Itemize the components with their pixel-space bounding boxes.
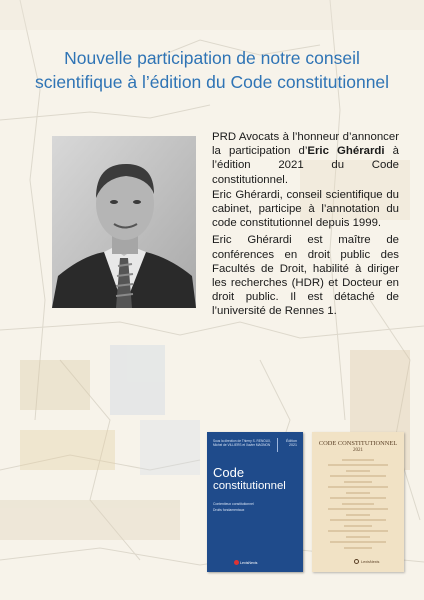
book-bullet-2: Droits fondamentaux [213, 508, 245, 512]
book-cover-blue [207, 432, 303, 572]
book-publisher: LexisNexis [240, 561, 258, 565]
book-cover-beige [312, 432, 404, 572]
paragraph-role: Eric Ghérardi, conseil scientifique du cabinet, participe à l’annotation du code constitutionnel depuis 1999. [212, 188, 399, 230]
paragraph-announcement-start: PRD Avocats à l’honneur d’annoncer la participation d’ [212, 131, 399, 158]
portrait-photo [52, 136, 196, 308]
book2-year: 2021 [353, 448, 363, 453]
paragraph-announcement [212, 130, 399, 187]
book2-publisher: LexisNexis [361, 560, 380, 564]
book-bullet-1: Contentieux constitutionnel [213, 502, 254, 506]
title-line-2: scientifique à l’édition du Code constitutionnel [34, 72, 390, 92]
announcement-text [212, 130, 399, 320]
book-divider [277, 438, 278, 452]
book-authors: Sous la direction de Thierry S. RENOUX, Michel de VILLIERS et Xavier MAGNON [213, 439, 272, 447]
book-title-line-1: Code [213, 465, 245, 480]
book2-title: CODE CONSTITUTIONNEL [318, 440, 398, 447]
paragraph-announcement-end: à l’édition 2021 du Code constitutionnel. [212, 145, 400, 186]
title-line-1: Nouvelle participation de notre conseil [64, 48, 360, 68]
publisher-logo-icon [354, 559, 359, 564]
book-edition: Édition 2021 [286, 439, 297, 448]
highlighted-name: Eric Ghérardi [307, 145, 385, 158]
paragraph-bio: Eric Ghérardi est maître de conférences en droit public des Facultés de Droit, habilité à diriger les recherches (HDR) et Docteur en droit public. Il est détaché de l’université de Rennes 1. [212, 234, 399, 318]
book-title-line-2: constitutionnel [213, 480, 286, 492]
publisher-logo-icon [234, 560, 239, 565]
page-title [20, 46, 404, 94]
portrait-illustration [52, 136, 196, 308]
book2-contents-lines [312, 456, 404, 566]
